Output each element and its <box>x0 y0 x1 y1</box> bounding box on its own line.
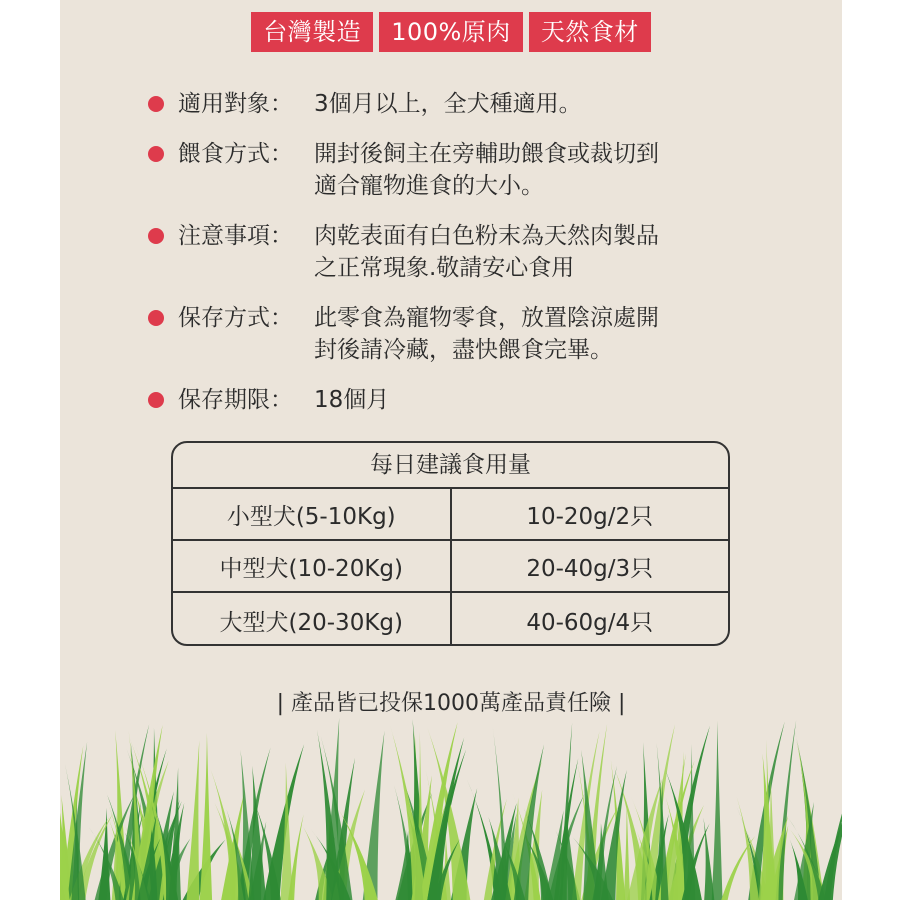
info-label: 餵食方式： <box>178 141 293 167</box>
bullet-icon <box>148 96 164 112</box>
grass-blade <box>712 721 723 900</box>
info-value: 18個月 <box>314 387 390 413</box>
feeding-table <box>171 441 730 646</box>
info-row-target <box>148 88 808 120</box>
tag-real-meat: 100%原肉 <box>379 12 523 52</box>
insurance-note: | 產品皆已投保1000萬產品責任險 | <box>276 691 626 716</box>
amount-cell: 40-60g/4只 <box>526 610 654 636</box>
grass-blade <box>737 797 759 900</box>
feature-tags <box>60 12 842 52</box>
feeding-table-title: 每日建議食用量 <box>173 443 728 489</box>
table-row <box>173 593 728 646</box>
product-info-panel <box>60 0 842 900</box>
tag-made-in-taiwan: 台灣製造 <box>251 12 373 52</box>
info-label: 適用對象： <box>178 91 293 117</box>
bullet-icon <box>148 228 164 244</box>
dog-size-cell: 大型犬(20-30Kg) <box>173 593 452 646</box>
bullet-icon <box>148 310 164 326</box>
info-value: 肉乾表面有白色粉末為天然肉製品 之正常現象.敬請安心食用 <box>314 223 659 281</box>
table-row <box>173 541 728 593</box>
amount-cell: 20-40g/3只 <box>526 555 654 582</box>
grass-blade <box>187 741 200 900</box>
info-row-shelf-life <box>148 384 808 416</box>
dog-size-cell: 中型犬(10-20Kg) <box>173 541 452 591</box>
bullet-icon <box>148 392 164 408</box>
info-label: 保存方式： <box>178 305 293 331</box>
info-row-feeding <box>148 138 808 202</box>
product-info-list <box>148 88 808 434</box>
info-value: 3個月以上，全犬種適用。 <box>314 91 582 117</box>
info-row-notice <box>148 220 808 284</box>
info-row-storage <box>148 302 808 366</box>
table-row <box>173 489 728 541</box>
amount-cell: 10-20g/2只 <box>526 503 654 530</box>
info-label: 保存期限： <box>178 387 293 413</box>
grass-blade <box>200 733 212 900</box>
dog-size-cell: 小型犬(5-10Kg) <box>173 489 452 539</box>
tag-natural-ingredients: 天然食材 <box>529 12 651 52</box>
info-label: 注意事項： <box>178 223 293 249</box>
info-value: 開封後飼主在旁輔助餵食或裁切到 適合寵物進食的大小。 <box>314 141 659 199</box>
bullet-icon <box>148 146 164 162</box>
grass-illustration <box>60 710 842 900</box>
info-value: 此零食為寵物零食，放置陰涼處開 封後請冷藏，盡快餵食完畢。 <box>314 305 659 363</box>
